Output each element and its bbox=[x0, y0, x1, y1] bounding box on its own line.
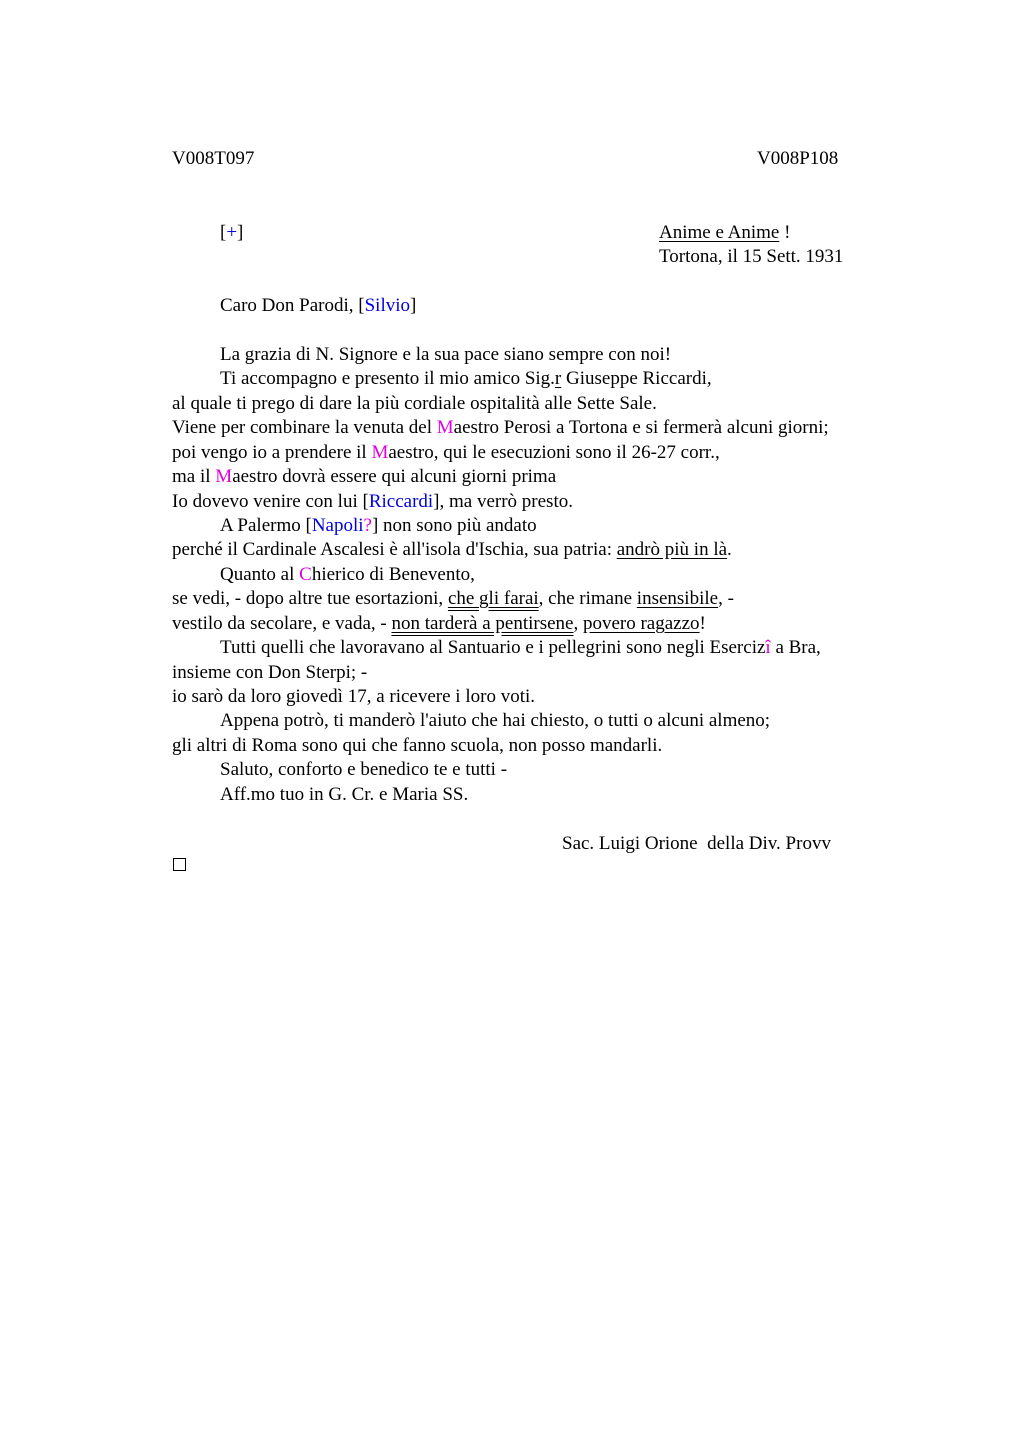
salutation: Caro Don Parodi, [Silvio] bbox=[220, 295, 417, 316]
body-line-5: poi vengo io a prendere il Maestro, qui le esecuzioni sono il 26-27 corr., bbox=[172, 442, 720, 463]
body-line-3: al quale ti prego di dare la più cordiale ospitalità alle Sette Sale. bbox=[172, 393, 657, 414]
body-line-8: A Palermo [Napoli?] non sono più andato bbox=[220, 515, 537, 536]
body-line-14: insieme con Don Sterpi; - bbox=[172, 662, 368, 683]
signature: Sac. Luigi Orione della Div. Provv bbox=[562, 833, 831, 854]
place-date: Tortona, il 15 Sett. 1931 bbox=[659, 246, 844, 267]
body-line-10: Quanto al Chierico di Benevento, bbox=[220, 564, 475, 585]
body-line-7: Io dovevo venire con lui [Riccardi], ma verrò presto. bbox=[172, 491, 573, 512]
body-line-11: se vedi, - dopo altre tue esortazioni, che gli farai, che rimane insensibile, - bbox=[172, 588, 734, 609]
body-line-4: Viene per combinare la venuta del Maestro Perosi a Tortona e si fermerà alcuni giorni; bbox=[172, 417, 829, 438]
body-line-13: Tutti quelli che lavoravano al Santuario e i pellegrini sono negli Esercizî a Bra, bbox=[220, 637, 821, 658]
body-line-18: Saluto, conforto e benedico te e tutti - bbox=[220, 759, 508, 780]
body-line-15: io sarò da loro giovedì 17, a ricevere i loro voti. bbox=[172, 686, 536, 707]
motto: Anime e Anime ! bbox=[659, 222, 791, 243]
cross-mark: [+] bbox=[220, 222, 244, 243]
body-line-6: ma il Maestro dovrà essere qui alcuni giorni prima bbox=[172, 466, 557, 487]
left-code: V008T097 bbox=[172, 148, 255, 169]
body-line-19: Aff.mo tuo in G. Cr. e Maria SS. bbox=[220, 784, 469, 805]
body-line-1: La grazia di N. Signore e la sua pace siano sempre con noi! bbox=[220, 344, 672, 365]
right-code: V008P108 bbox=[757, 148, 839, 169]
body-line-16: Appena potrò, ti manderò l'aiuto che hai chiesto, o tutti o alcuni almeno; bbox=[220, 710, 771, 731]
body-line-12: vestilo da secolare, e vada, - non tarderà a pentirsene, povero ragazzo! bbox=[172, 613, 706, 634]
body-line-9: perché il Cardinale Ascalesi è all'isola d'Ischia, sua patria: andrò più in là. bbox=[172, 539, 732, 560]
body-line-2: Ti accompagno e presento il mio amico Sig.r Giuseppe Riccardi, bbox=[220, 368, 712, 389]
body-line-17: gli altri di Roma sono qui che fanno scuola, non posso mandarli. bbox=[172, 735, 663, 756]
checkbox-square-icon bbox=[173, 858, 186, 871]
